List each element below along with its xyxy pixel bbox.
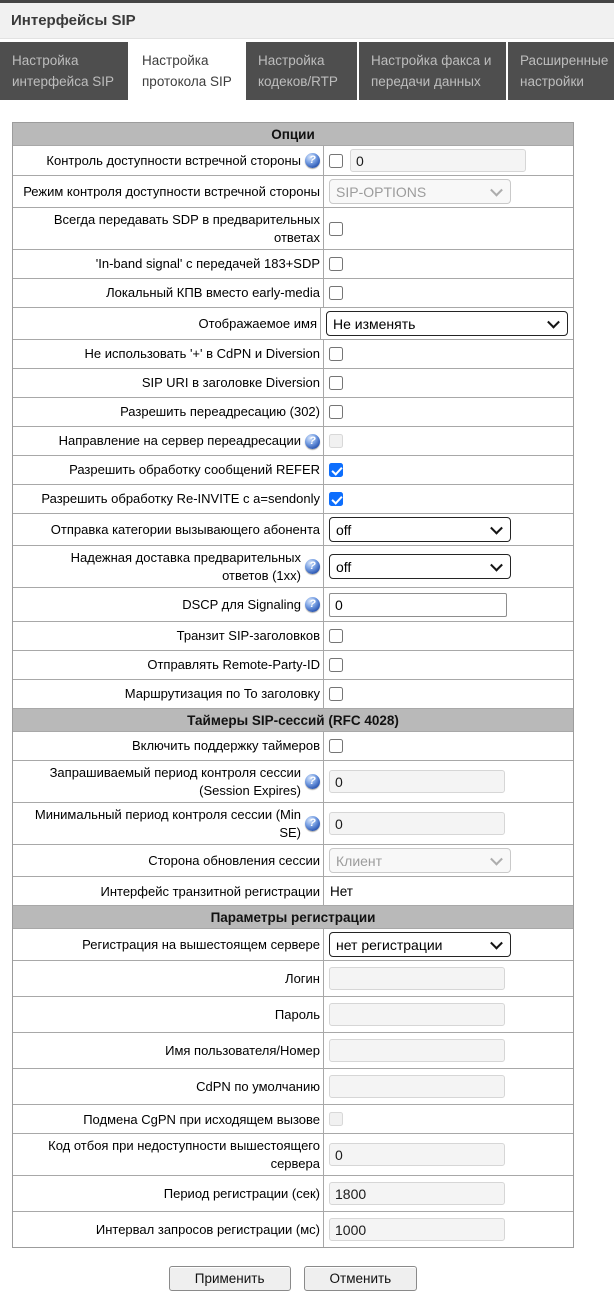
form-row-availability-control-mode — [13, 175, 573, 207]
row-label — [13, 680, 324, 708]
form-actions — [12, 1266, 574, 1291]
row-label-text: Отправка категории вызывающего абонента — [50, 521, 320, 537]
row-label — [13, 146, 324, 175]
row-label — [13, 961, 324, 996]
chevron-down-icon — [490, 558, 503, 571]
form-row-allow-redirect-302 — [13, 397, 573, 426]
tab-advanced-settings[interactable]: Расширенные настройки — [508, 42, 614, 100]
row-label-text: Подмена CgPN при исходящем вызове — [83, 1111, 320, 1127]
row-label — [13, 546, 324, 587]
row-label — [13, 1033, 324, 1068]
form-row-transit-registration-interface — [13, 876, 573, 905]
row-control — [324, 250, 573, 278]
form-row-session-refresh-side — [13, 844, 573, 876]
row-label — [13, 208, 324, 249]
row-label — [13, 732, 324, 760]
row-control — [324, 680, 573, 708]
row-label-text: Разрешить обработку Re-INVITE с a=sendonly — [41, 491, 320, 507]
row-control — [324, 929, 573, 960]
form-row-no-plus-in-cdpn-diversion — [13, 339, 573, 368]
transit-registration-interface-value: Нет — [330, 883, 353, 899]
row-control — [324, 369, 573, 397]
form-row-registration-request-interval — [13, 1211, 573, 1247]
chevron-down-icon — [490, 183, 503, 196]
row-control — [324, 146, 573, 175]
row-label — [13, 485, 324, 513]
section-title: Таймеры SIP-сессий (RFC 4028) — [187, 712, 399, 728]
row-label-text: Разрешить переадресацию (302) — [120, 404, 320, 420]
row-label-text: Логин — [285, 971, 320, 987]
row-label-text: Сторона обновления сессии — [148, 853, 320, 869]
row-label-text: CdPN по умолчанию — [196, 1079, 320, 1095]
row-label-text: SIP URI в заголовке Diversion — [141, 375, 320, 391]
row-label-text: Транзит SIP-заголовков — [176, 628, 320, 644]
row-label — [13, 176, 324, 207]
form-row-always-send-sdp-in-provisional — [13, 207, 573, 249]
row-label-text: Разрешить обработку сообщений REFER — [69, 462, 320, 478]
upstream-registration-select[interactable] — [329, 932, 511, 957]
send-remote-party-id-checkbox[interactable] — [329, 658, 343, 672]
form-row-local-ringback-instead-early-media — [13, 278, 573, 307]
section-title: Параметры регистрации — [210, 909, 376, 925]
row-control — [324, 546, 573, 587]
settings-table — [12, 122, 574, 1248]
row-control — [324, 1069, 573, 1104]
display-name-select[interactable] — [326, 311, 568, 336]
selected-value: SIP-OPTIONS — [336, 183, 427, 200]
chevron-down-icon — [490, 853, 503, 866]
tab-fax-data-settings[interactable]: Настройка факса и передачи данных — [359, 42, 506, 100]
row-label — [13, 622, 324, 650]
form-row-reject-code-upstream-unavailable — [13, 1133, 573, 1175]
form-row-min-se — [13, 802, 573, 844]
form-row-default-cdpn — [13, 1068, 573, 1104]
help-icon[interactable]: ? — [305, 597, 320, 612]
row-control — [324, 1033, 573, 1068]
route-to-redirect-server-checkbox — [329, 434, 343, 448]
chevron-down-icon — [490, 937, 503, 950]
row-control — [324, 803, 573, 844]
tabbar — [0, 42, 614, 100]
allow-refer-checkbox[interactable] — [329, 463, 343, 477]
cancel-button[interactable]: Отменить — [304, 1266, 418, 1291]
row-label-text: 'In-band signal' с передачей 183+SDP — [95, 256, 320, 272]
row-label-text: Всегда передавать SDP в предварительных ответах — [53, 212, 320, 245]
row-label — [13, 1212, 324, 1247]
row-control — [324, 1176, 573, 1211]
row-label-text: Интервал запросов регистрации (мс) — [95, 1222, 320, 1238]
row-label — [13, 427, 324, 455]
row-control — [324, 845, 573, 876]
send-calling-party-category-select[interactable] — [329, 517, 511, 542]
row-label-text: Включить поддержку таймеров — [131, 738, 320, 754]
row-control — [324, 208, 573, 249]
row-label — [13, 997, 324, 1032]
row-label-text: Период регистрации (сек) — [163, 1186, 320, 1202]
section-title: Опции — [271, 126, 315, 142]
help-icon[interactable]: ? — [305, 559, 320, 574]
row-control — [324, 279, 573, 307]
cgpn-substitution-outgoing-checkbox — [329, 1112, 343, 1126]
registration-period-input — [329, 1182, 505, 1205]
row-control — [324, 997, 573, 1032]
form-row-route-by-to-header — [13, 679, 573, 708]
form-row-remote-side-availability-control — [13, 145, 573, 175]
row-control — [324, 340, 573, 368]
row-label — [13, 1069, 324, 1104]
row-label-text: Запрашиваемый период контроля сессии (Session Expires) — [49, 765, 301, 798]
row-label — [13, 651, 324, 679]
row-label-text: Отображаемое имя — [198, 315, 317, 331]
no-plus-in-cdpn-diversion-checkbox[interactable] — [329, 347, 343, 361]
row-label — [13, 845, 324, 876]
remote-side-availability-control-checkbox[interactable] — [329, 154, 343, 168]
row-label-text: Контроль доступности встречной стороны — [46, 152, 301, 168]
tab-sip-protocol-settings[interactable]: Настройка протокола SIP — [130, 42, 244, 100]
row-label — [13, 1105, 324, 1133]
row-control — [324, 176, 573, 207]
row-label-text: DSCP для Signaling — [182, 596, 301, 612]
default-cdpn-input — [329, 1075, 505, 1098]
row-label-text: Регистрация на вышестоящем сервере — [82, 937, 320, 953]
row-label-text: Не использовать '+' в CdPN и Diversion — [84, 346, 320, 362]
form-row-reliable-provisional-responses — [13, 545, 573, 587]
help-icon[interactable]: ? — [305, 774, 320, 789]
remote-side-availability-control-input — [350, 149, 526, 172]
row-label — [13, 250, 324, 278]
row-label-text: Надежная доставка предварительных ответов (1xx) — [70, 550, 301, 583]
login-input — [329, 967, 505, 990]
chevron-down-icon — [547, 315, 560, 328]
row-control — [324, 877, 573, 905]
help-icon[interactable]: ? — [305, 153, 320, 168]
row-label-text: Имя пользователя/Номер — [165, 1043, 320, 1059]
row-control — [324, 456, 573, 484]
row-label-text: Маршрутизация по To заголовку — [124, 686, 320, 702]
row-label — [13, 803, 324, 844]
form-row-username-number — [13, 1032, 573, 1068]
enable-timers-checkbox[interactable] — [329, 739, 343, 753]
row-label — [13, 588, 324, 621]
row-label-text: Код отбоя при недоступности вышестоящего сервера — [48, 1138, 320, 1171]
row-label-text: Локальный КПВ вместо early-media — [106, 285, 320, 301]
allow-reinvite-sendonly-checkbox[interactable] — [329, 492, 343, 506]
form-row-route-to-redirect-server — [13, 426, 573, 455]
form-row-upstream-registration — [13, 928, 573, 960]
row-control — [324, 398, 573, 426]
dscp-signaling-input[interactable] — [329, 593, 507, 617]
section-registration-params — [13, 905, 573, 928]
section-options — [13, 123, 573, 145]
selected-value: off — [336, 521, 352, 538]
row-control — [324, 651, 573, 679]
form-row-inband-signal-183-sdp — [13, 249, 573, 278]
allow-redirect-302-checkbox[interactable] — [329, 405, 343, 419]
row-label — [13, 1176, 324, 1211]
row-control — [324, 1105, 573, 1133]
row-label — [13, 761, 324, 802]
row-control — [324, 1212, 573, 1247]
row-label-text: Минимальный период контроля сессии (Min SE) — [34, 807, 301, 840]
help-icon[interactable]: ? — [305, 434, 320, 449]
form-row-registration-period — [13, 1175, 573, 1211]
row-label-text: Направление на сервер переадресации — [58, 433, 301, 449]
form-row-sip-uri-in-diversion — [13, 368, 573, 397]
section-sip-session-timers — [13, 708, 573, 731]
form-row-cgpn-substitution-outgoing — [13, 1104, 573, 1133]
row-label — [13, 340, 324, 368]
form-row-login — [13, 960, 573, 996]
reject-code-upstream-unavailable-input — [329, 1143, 505, 1166]
chevron-down-icon — [490, 521, 503, 534]
help-icon[interactable]: ? — [305, 816, 320, 831]
sip-uri-in-diversion-checkbox[interactable] — [329, 376, 343, 390]
row-label — [13, 308, 321, 339]
row-control — [324, 732, 573, 760]
always-send-sdp-in-provisional-checkbox[interactable] — [329, 222, 343, 236]
row-label-text: Пароль — [274, 1007, 320, 1023]
session-refresh-side-select — [329, 848, 511, 873]
row-control — [324, 485, 573, 513]
row-control — [321, 308, 573, 339]
form-row-enable-timers — [13, 731, 573, 760]
selected-value: Не изменять — [333, 315, 416, 332]
username-number-input — [329, 1039, 505, 1062]
row-control — [324, 588, 573, 621]
row-label — [13, 1134, 324, 1175]
row-label — [13, 877, 324, 905]
form-row-allow-refer — [13, 455, 573, 484]
form-row-allow-reinvite-sendonly — [13, 484, 573, 513]
form-row-send-calling-party-category — [13, 513, 573, 545]
row-label — [13, 398, 324, 426]
selected-value: Клиент — [336, 852, 383, 869]
reliable-provisional-responses-select[interactable] — [329, 554, 511, 579]
route-by-to-header-checkbox[interactable] — [329, 687, 343, 701]
session-expires-input — [329, 770, 505, 793]
selected-value: нет регистрации — [336, 936, 443, 953]
form-row-send-remote-party-id — [13, 650, 573, 679]
row-label — [13, 929, 324, 960]
sip-headers-transit-checkbox[interactable] — [329, 629, 343, 643]
selected-value: off — [336, 558, 352, 575]
local-ringback-instead-early-media-checkbox[interactable] — [329, 286, 343, 300]
page-header — [0, 3, 614, 39]
tab-codecs-rtp-settings[interactable]: Настройка кодеков/RTP — [246, 42, 357, 100]
row-label-text: Режим контроля доступности встречной стороны — [23, 183, 320, 199]
password-input — [329, 1003, 505, 1026]
form-row-password — [13, 996, 573, 1032]
registration-request-interval-input — [329, 1218, 505, 1241]
row-label — [13, 369, 324, 397]
row-control — [324, 1134, 573, 1175]
min-se-input — [329, 812, 505, 835]
row-label — [13, 279, 324, 307]
row-label — [13, 514, 324, 545]
row-control — [324, 427, 573, 455]
row-control — [324, 761, 573, 802]
apply-button[interactable]: Применить — [169, 1266, 291, 1291]
row-control — [324, 622, 573, 650]
row-control — [324, 514, 573, 545]
form-row-session-expires — [13, 760, 573, 802]
form-row-display-name — [13, 307, 573, 339]
row-label — [13, 456, 324, 484]
inband-signal-183-sdp-checkbox[interactable] — [329, 257, 343, 271]
availability-control-mode-select — [329, 179, 511, 204]
page-title: Интерфейсы SIP — [11, 12, 136, 29]
form-row-sip-headers-transit — [13, 621, 573, 650]
row-control — [324, 961, 573, 996]
row-label-text: Интерфейс транзитной регистрации — [100, 883, 320, 899]
tab-sip-interface-settings[interactable]: Настройка интерфейса SIP — [0, 42, 128, 100]
form-row-dscp-signaling — [13, 587, 573, 621]
row-label-text: Отправлять Remote-Party-ID — [147, 657, 320, 673]
